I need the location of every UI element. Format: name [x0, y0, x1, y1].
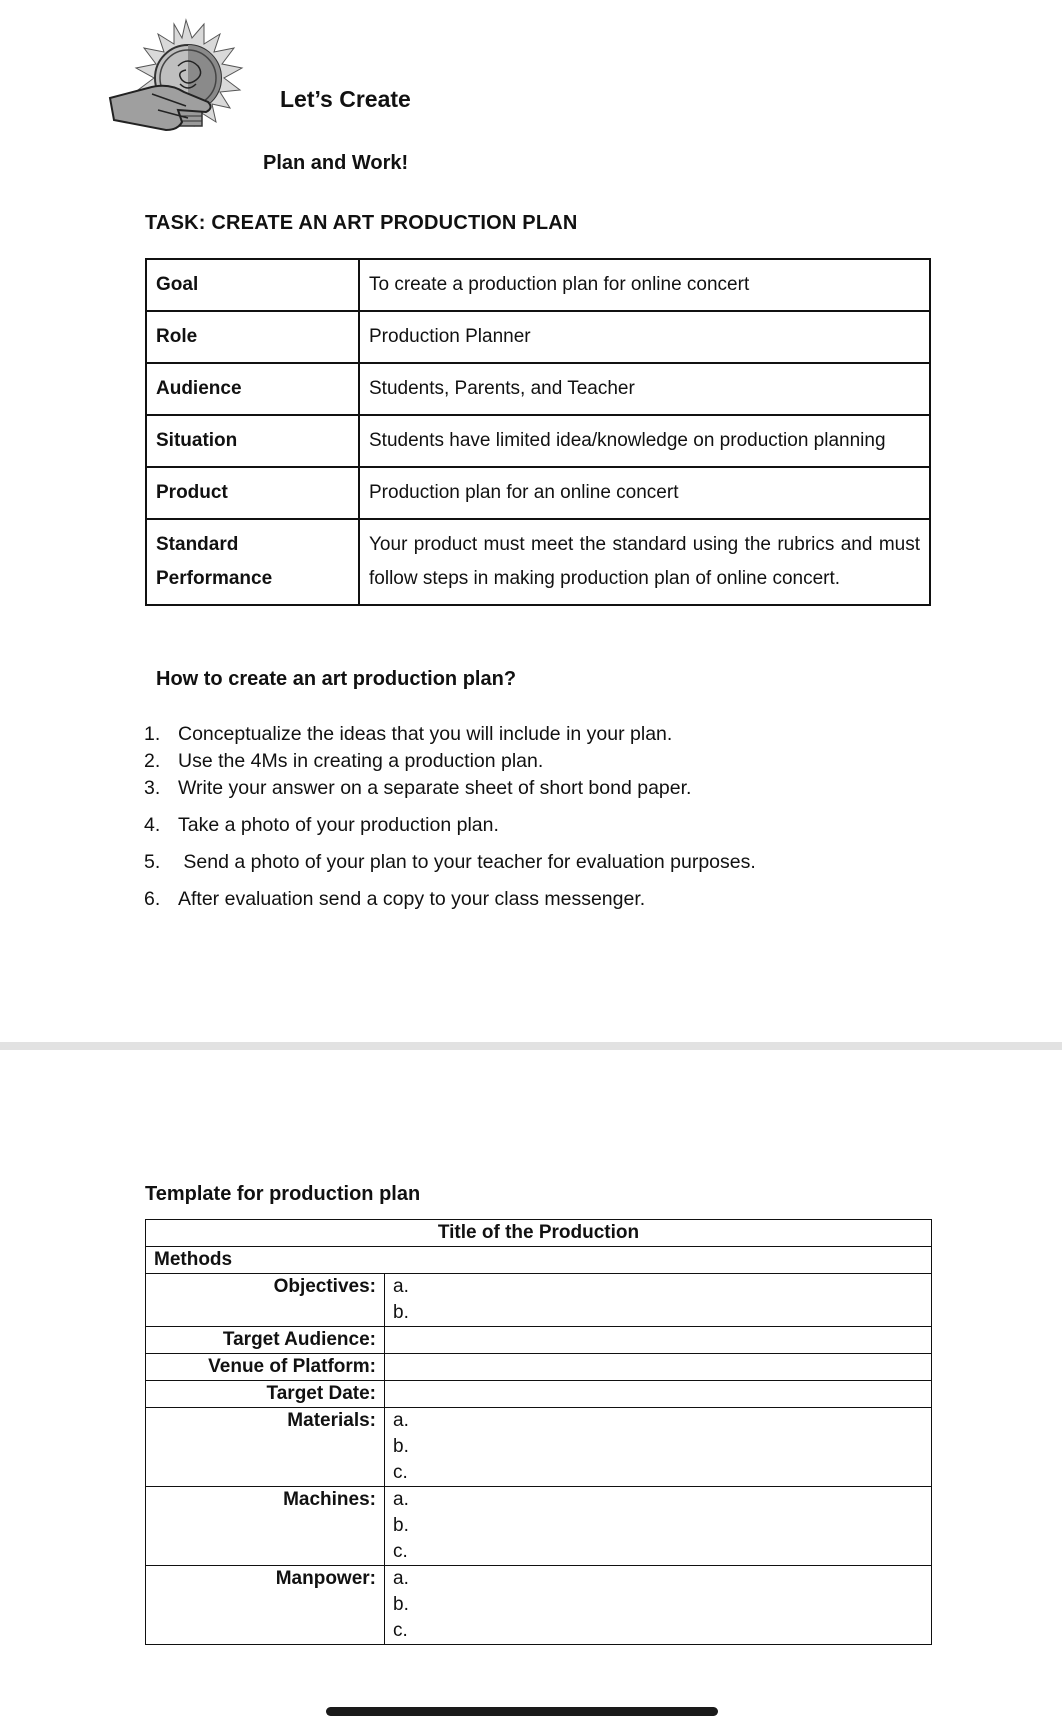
role-label: Role [146, 311, 359, 363]
grasps-table [145, 258, 931, 606]
template-title: Template for production plan [145, 1183, 421, 1205]
standard-label: Standard Performance [146, 519, 359, 605]
table-row [146, 311, 930, 363]
manpower-label: Manpower: [146, 1566, 385, 1645]
audience-value: Students, Parents, and Teacher [359, 363, 930, 415]
standard-value: Your product must meet the standard using the rubrics and must follow steps in making production plan of online concert. [359, 519, 930, 605]
goal-value: To create a production plan for online concert [359, 259, 930, 311]
list-item: 3. Write your answer on a separate sheet of short bond paper. [144, 777, 692, 799]
table-row [146, 1487, 932, 1566]
table-row [146, 1247, 932, 1274]
situation-label: Situation [146, 415, 359, 467]
table-row [146, 467, 930, 519]
methods-label: Methods [146, 1247, 932, 1274]
machines-items: a. b. c. [385, 1487, 932, 1566]
page-separator [0, 1042, 1062, 1050]
audience-label: Audience [146, 363, 359, 415]
table-row [146, 363, 930, 415]
objectives-items: a. b. [385, 1274, 932, 1327]
table-row [146, 1354, 932, 1381]
production-plan-template [145, 1219, 932, 1645]
list-item: 4. Take a photo of your production plan. [144, 814, 499, 836]
section-heading: Let’s Create [280, 86, 411, 112]
home-indicator[interactable] [326, 1707, 718, 1716]
target-date-value [385, 1381, 932, 1408]
list-item: 2. Use the 4Ms in creating a production plan. [144, 750, 544, 772]
table-row [146, 1220, 932, 1247]
lightbulb-hand-icon [108, 18, 248, 146]
materials-items: a. b. c. [385, 1408, 932, 1487]
production-title-header: Title of the Production [146, 1220, 932, 1247]
role-value: Production Planner [359, 311, 930, 363]
table-row [146, 415, 930, 467]
table-row [146, 1327, 932, 1354]
product-label: Product [146, 467, 359, 519]
target-audience-value [385, 1327, 932, 1354]
materials-label: Materials: [146, 1408, 385, 1487]
objectives-label: Objectives: [146, 1274, 385, 1327]
howto-title: How to create an art production plan? [156, 668, 517, 690]
venue-value [385, 1354, 932, 1381]
goal-label: Goal [146, 259, 359, 311]
table-row [146, 1408, 932, 1487]
table-row [146, 259, 930, 311]
target-date-label: Target Date: [146, 1381, 385, 1408]
manpower-items: a. b. c. [385, 1566, 932, 1645]
list-item: 5. Send a photo of your plan to your teacher for evaluation purposes. [144, 851, 756, 873]
list-item: 6. After evaluation send a copy to your class messenger. [144, 888, 646, 910]
section-subheading: Plan and Work! [263, 152, 409, 174]
target-audience-label: Target Audience: [146, 1327, 385, 1354]
table-row [146, 519, 930, 605]
machines-label: Machines: [146, 1487, 385, 1566]
situation-value: Students have limited idea/knowledge on production planning [359, 415, 930, 467]
table-row [146, 1274, 932, 1327]
table-row [146, 1381, 932, 1408]
product-value: Production plan for an online concert [359, 467, 930, 519]
table-row [146, 1566, 932, 1645]
venue-label: Venue of Platform: [146, 1354, 385, 1381]
task-title: TASK: CREATE AN ART PRODUCTION PLAN [145, 212, 578, 234]
list-item: 1. Conceptualize the ideas that you will include in your plan. [144, 723, 673, 745]
